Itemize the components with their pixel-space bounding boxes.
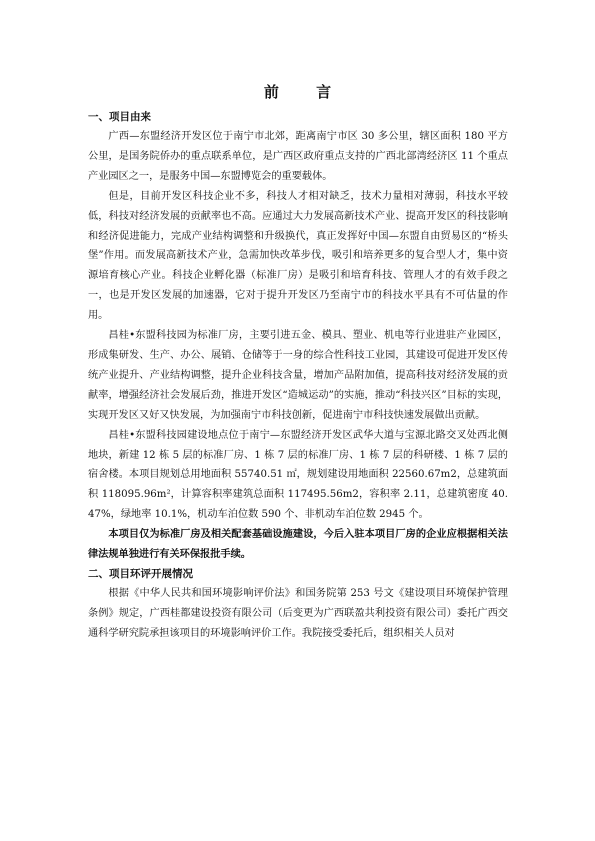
document-body	[88, 108, 508, 644]
paragraph: 但是，目前开发区科技企业不多，科技人才相对缺乏，技术力量相对薄弱，科技水平较低，科技对经济发展的贡献率也不高。应通过大力发展高新技术产业、提高开发区的科技影响和经济促进能力，完成产业结构调整和升级换代，真正发挥好中国—东盟自由贸易区的“桥头堡”作用。而发展高新技术产业，急需加快改革步伐，吸引和培养更多的复合型人才，集中资源培育核心产业。科技企业孵化器（标准厂房）是吸引和培育科技、管理人才的有效手段之一，也是开发区发展的加速器，它对于提升开发区乃至南宁市的科技水平具有不可估量的作用。	[88, 190, 508, 322]
paragraph: 广西—东盟经济开发区位于南宁市北郊，距离南宁市区 30 多公里，辖区面积 180 平方公里，是国务院侨办的重点联系单位，是广西区政府重点支持的广西北部湾经济区 11 个重点产业园区之一，是服务中国—东盟博览会的重要载体。	[88, 131, 508, 182]
paragraph: 根据《中华人民共和国环境影响评价法》和国务院第 253 号文《建设项目环境保护管理条例》规定，广西桂都建设投资有限公司（后变更为广西联盈共利投资有限公司）委托广西交通科学研究院承担该项目的环境影响评价工作。我院接受委托后，组织相关人员对	[88, 587, 508, 639]
section-heading: 二、项目环评开展情况	[88, 567, 193, 580]
page-title: 前 言	[263, 83, 348, 101]
paragraph: 昌桂•东盟科技园建设地点位于南宁—东盟经济开发区武华大道与宝源北路交叉处西北侧地块，新建 12 栋 5 层的标准厂房、1 栋 7 层的标准厂房、1 栋 7 层的科研楼、1 栋 7 层的宿舍楼。本项目规划总用地面积 55740.51 ㎡，规划建设用地面积 22560.67m2，总建筑面积 118095.96m²，计算容积率建筑总面积 117495.56m2，容积率 2.11，总建筑密度 40.47%，绿地率 10.1%，机动车泊位数 590 个、非机动车泊位数 2945 个。	[88, 429, 508, 521]
paragraph-emphasis: 本项目仅为标准厂房及相关配套基础设施建设，今后入驻本项目厂房的企业应根据相关法律法规单独进行有关环保报批手续。	[88, 528, 508, 561]
section-heading: 一、项目由来	[88, 111, 151, 123]
paragraph: 昌桂•东盟科技园为标准厂房，主要引进五金、模具、塑业、机电等行业进驻产业园区，形成集研发、生产、办公、展销、仓储等于一身的综合性科技工业园，其建设可促进开发区传统产业提升、产业结构调整，提升企业科技含量，增加产品附加值，提高科技对经济发展的贡献率，增强经济社会发展后劲，推进开发区“造城运动”的实施，推动“科技兴区”目标的实现，实现开发区又好又快发展，为加强南宁市科技创新，促进南宁市科技快速发展做出贡献。	[88, 330, 508, 421]
